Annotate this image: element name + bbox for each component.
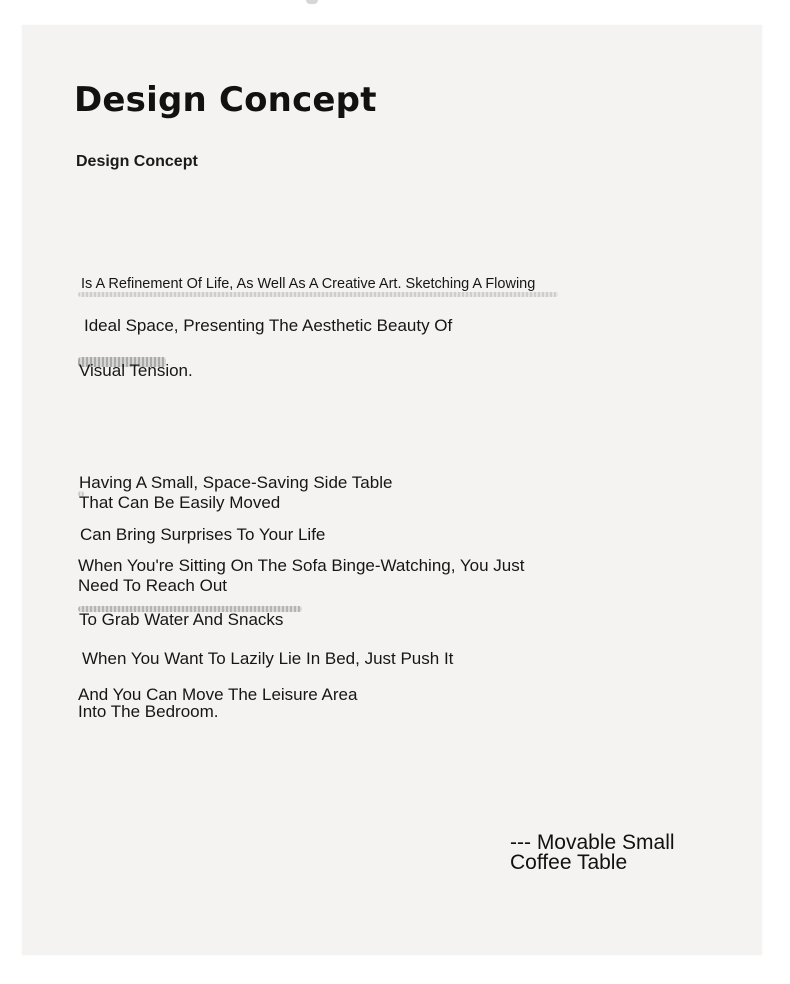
body-line-7: When You Want To Lazily Lie In Bed, Just Push It <box>82 649 454 668</box>
ink-smear <box>78 292 558 297</box>
page-title: Design Concept <box>74 80 377 120</box>
body-line-3: Can Bring Surprises To Your Life <box>80 525 326 544</box>
body-line-5: Need To Reach Out <box>78 576 227 595</box>
signature-line-2: Coffee Table <box>510 851 628 874</box>
body-line-6: To Grab Water And Snacks <box>79 610 284 629</box>
signature-block <box>510 833 675 873</box>
body-line-2: That Can Be Easily Moved <box>79 493 281 512</box>
body-line-4: When You're Sitting On The Sofa Binge-Watching, You Just <box>78 556 525 575</box>
intro-line-3: Visual Tension. <box>79 361 193 380</box>
page-subtitle: Design Concept <box>76 153 198 170</box>
body-line-9: Into The Bedroom. <box>78 702 219 721</box>
intro-line-2: Ideal Space, Presenting The Aesthetic Beauty Of <box>84 316 453 335</box>
body-line-1: Having A Small, Space-Saving Side Table <box>79 473 393 492</box>
body-line-8: And You Can Move The Leisure Area <box>78 685 358 704</box>
top-smudge <box>306 0 318 4</box>
intro-line-1: Is A Refinement Of Life, As Well As A Creative Art. Sketching A Flowing <box>81 276 536 292</box>
signature-line-1: --- Movable Small <box>510 831 675 854</box>
